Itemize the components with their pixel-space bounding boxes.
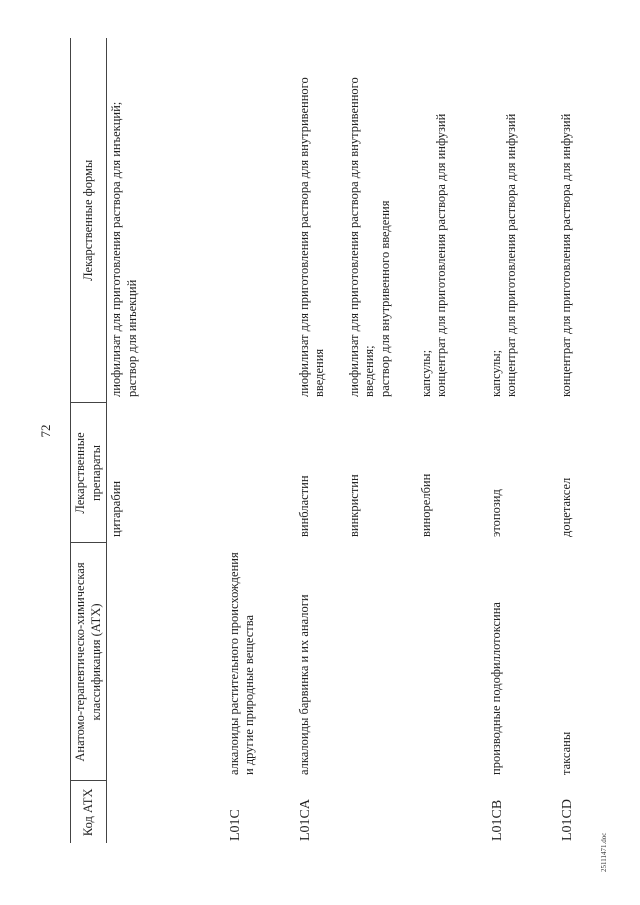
table-row [489,38,559,843]
row-drug: доцетаксел [558,477,573,537]
row-code [419,781,489,843]
table-body [107,38,599,843]
table-row [297,38,347,843]
row-forms [559,38,599,403]
footer-document-code: 25111471.doc [600,832,608,872]
atx-table [70,38,599,843]
form-line: лиофилизат для приготовления раствора для инъекций; [109,101,124,397]
row-drug: винорелбин [418,473,433,537]
form-line: концентрат для приготовления раствора для инфузий [558,113,573,397]
page-number: 72 [38,424,53,438]
row-code: L01CA [297,799,313,841]
form-line: раствор для внутривенного введения [378,200,392,397]
row-atx: алкалоиды барвинка и их аналоги [296,594,311,775]
form-line: лиофилизат для приготовления раствора для внутривенного введения; [346,77,377,397]
row-forms [419,38,489,403]
row-forms [107,38,227,403]
row-forms [489,38,559,403]
header-atx: Анатомо-терапевтическо-химическая классификация (АТХ) [71,543,107,781]
form-line: концентрат для приготовления раствора для инфузий [434,113,449,397]
row-atx: алкалоиды растительного происхождения и другие природные вещества [226,552,257,775]
row-drug: винбластин [296,475,311,537]
row-forms [297,38,347,403]
form-line: концентрат для приготовления раствора для инфузий [504,113,519,397]
rotated-table-sheet [70,38,575,843]
row-drug [227,403,297,543]
form-line: лиофилизат для приготовления раствора для внутривенного введения [296,77,327,397]
table-row [227,38,297,843]
row-code: L01C [227,809,243,841]
form-line: раствор для инъекций [124,279,139,397]
row-drug: цитарабин [109,480,124,537]
table-row [559,38,599,843]
table-row [107,38,227,843]
table-header [71,38,107,843]
form-line: капсулы; [488,349,503,397]
row-code [347,781,419,843]
row-forms [347,38,419,403]
header-forms: Лекарственные формы [71,38,107,403]
form-line: капсулы; [418,349,433,397]
table-row [419,38,489,843]
row-atx [419,543,489,781]
row-atx [347,543,419,781]
header-code: Код АТХ [71,781,107,843]
header-drugs: Лекарственные препараты [71,403,107,543]
table-row [347,38,419,843]
row-atx: таксаны [558,731,573,775]
row-forms [227,38,297,403]
row-code: L01CB [489,799,505,841]
row-drug: винкристин [346,474,361,537]
row-atx: производные подофиллотоксина [488,602,503,775]
row-code: L01CD [559,799,575,841]
row-code [107,781,227,843]
row-drug: этопозид [488,489,503,537]
row-atx [107,543,227,781]
